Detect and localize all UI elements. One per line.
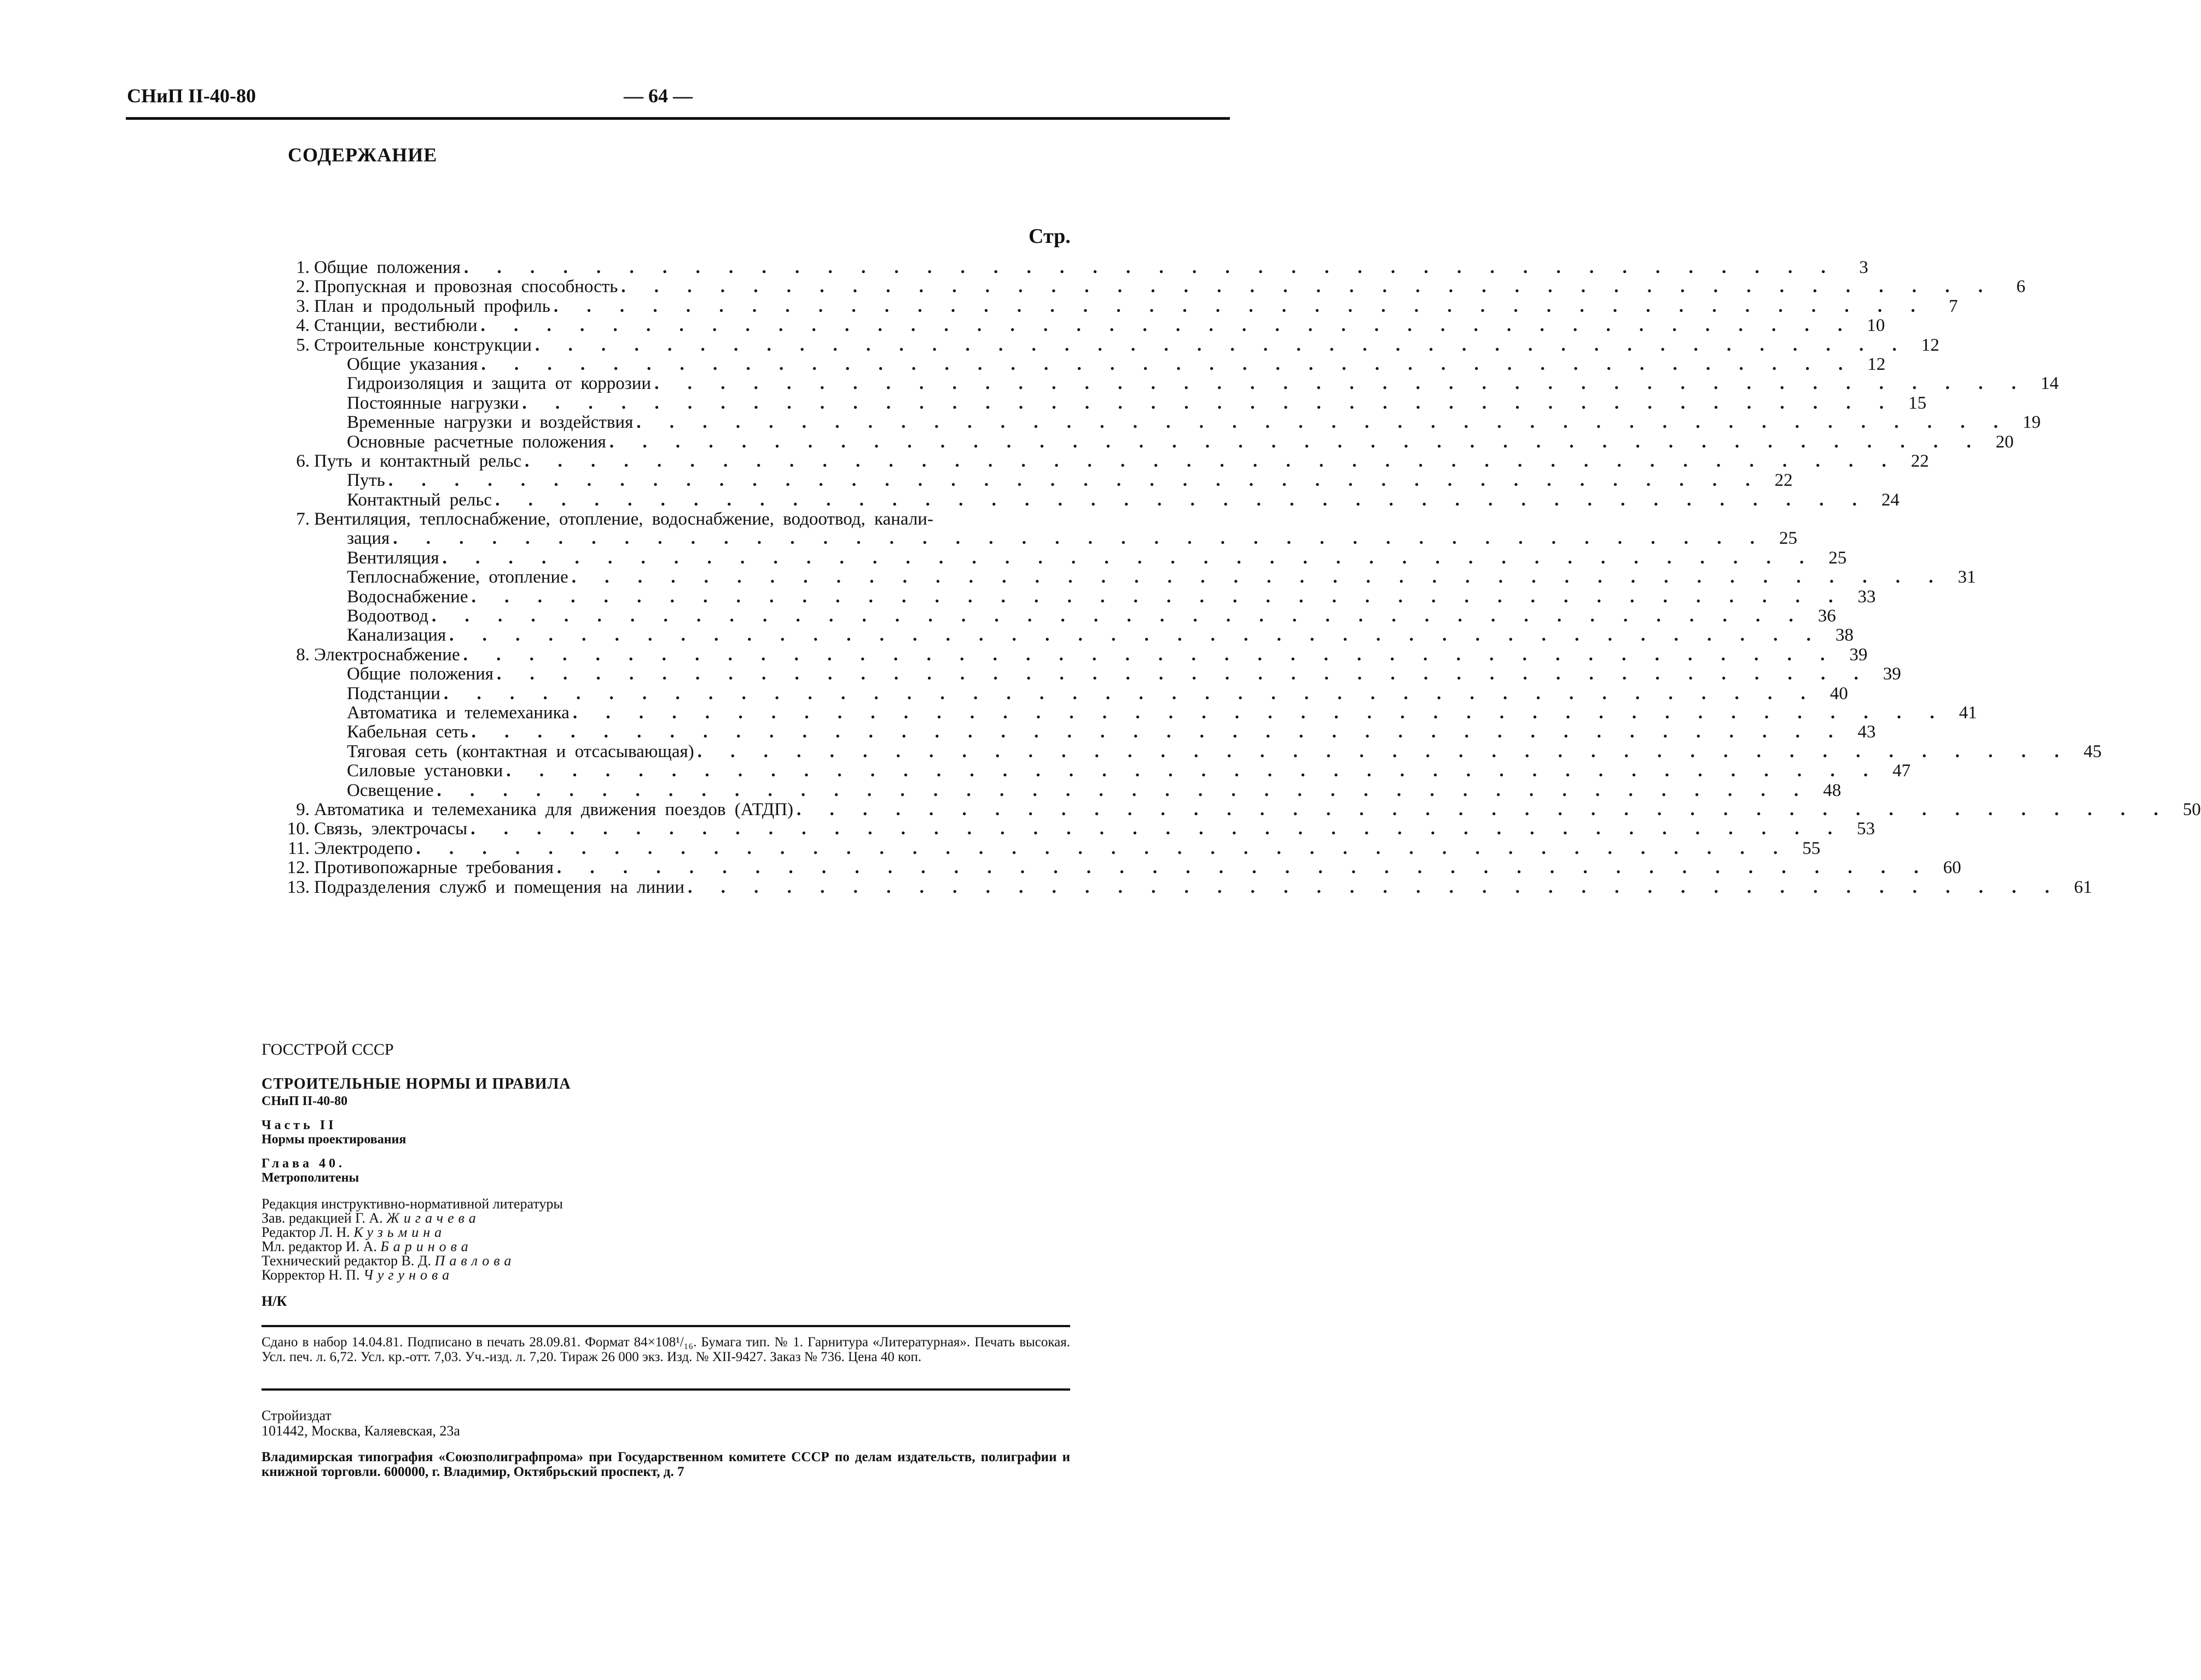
toc-entry <box>279 741 2102 761</box>
toc-entry-number: 8. <box>296 644 310 665</box>
toc-entry <box>279 664 1901 684</box>
toc-entry-number: 7. <box>296 509 310 530</box>
toc-entry-page: 36 <box>1817 606 1836 626</box>
toc-dot-leader: . . . . . . . . . . . . . . . . . . . . . . . . . . . . . . . . . . . . . . . . . . <box>621 277 1995 297</box>
toc-entry <box>279 432 2014 452</box>
toc-entry-page: 55 <box>1802 838 1821 858</box>
part-name: Нормы проектирования <box>262 1132 406 1147</box>
toc-entry <box>279 877 2092 897</box>
toc-entry <box>279 586 1876 607</box>
toc-entry <box>279 606 1836 626</box>
toc-dot-leader: . . . . . . . . . . . . . . . . . . . . . . . . . . . . . . . . . . . . . . . . . . <box>463 258 1838 277</box>
toc-dot-leader: . . . . . . . . . . . . . . . . . . . . . . . . . . . . . . . . . . . . . . . . . . <box>416 838 1790 858</box>
toc-entry <box>279 316 1885 336</box>
toc-entry-page: 12 <box>1921 335 1939 355</box>
toc-entry-page: 19 <box>2023 412 2041 433</box>
toc-entry-title: Общие положения <box>347 664 493 684</box>
toc-entry <box>279 374 2059 394</box>
chapter-label: Глава 40. <box>262 1156 345 1171</box>
toc-entry <box>279 644 1868 665</box>
staff-line: Зав. редакцией Г. А. Жигачева <box>262 1210 480 1226</box>
toc-entry <box>279 451 1929 471</box>
toc-entry-page: 6 <box>2016 277 2026 297</box>
toc-entry-title: зация <box>347 528 390 549</box>
toc-dot-leader: . . . . . . . . . . . . . . . . . . . . . . . . . . . . . . . . . . . . . . . . . . <box>654 374 2028 394</box>
chapter-name: Метрополитены <box>262 1171 359 1185</box>
toc-dot-leader: . . . . . . . . . . . . . . . . . . . . . . . . . . . . . . . . . . . . . . . . . . <box>471 586 1845 607</box>
toc-entry-title: Пропускная и провозная способность <box>314 277 618 297</box>
toc-dot-leader: . . . . . . . . . . . . . . . . . . . . . . . . . . . . . . . . . . . . . . . . . . <box>506 761 1880 781</box>
table-of-contents <box>279 258 2201 897</box>
toc-entry-page: 33 <box>1857 586 1876 607</box>
document-code: СНиП II-40-80 <box>127 85 256 107</box>
toc-dot-leader: . . . . . . . . . . . . . . . . . . . . . . . . . . . . . . . . . . . . . . . . . . <box>636 412 2011 433</box>
toc-entry-page: 24 <box>1881 490 1900 510</box>
toc-entry <box>279 470 1793 491</box>
toc-entry-title: Освещение <box>347 780 434 800</box>
toc-entry-page: 45 <box>2083 741 2102 761</box>
toc-entry-number: 13. <box>287 877 310 897</box>
toc-entry <box>279 799 2201 819</box>
norms-title: СТРОИТЕЛЬНЫЕ НОРМЫ И ПРАВИЛА <box>262 1076 571 1092</box>
toc-dot-leader: . . . . . . . . . . . . . . . . . . . . . . . . . . . . . . . . . . . . . . . . . . <box>437 780 1811 800</box>
toc-entry <box>279 567 1976 588</box>
toc-dot-leader: . . . . . . . . . . . . . . . . . . . . . . . . . . . . . . . . . . . . . . . . . . <box>449 625 1823 646</box>
toc-dot-leader: . . . . . . . . . . . . . . . . . . . . . . . . . . . . . . . . . . . . . . . . . . <box>522 393 1896 413</box>
toc-entry <box>279 819 1875 839</box>
toc-entry-page: 47 <box>1892 761 1911 781</box>
toc-entry <box>279 858 1961 878</box>
toc-entry-page: 53 <box>1856 819 1875 839</box>
toc-dot-leader: . . . . . . . . . . . . . . . . . . . . . . . . . . . . . . . . . . . . . . . . . . <box>481 354 1855 374</box>
toc-entry-title: Постоянные нагрузки <box>347 393 519 413</box>
toc-dot-leader: . . . . . . . . . . . . . . . . . . . . . . . . . . . . . . . . . . . . . . . . . . <box>496 664 1871 684</box>
toc-entry <box>279 277 2026 297</box>
toc-dot-leader: . . . . . . . . . . . . . . . . . . . . . . . . . . . . . . . . . . . . . . . . . . <box>388 470 1762 491</box>
toc-entry-number: 2. <box>296 277 310 297</box>
toc-entry-title: Подстанции <box>347 683 440 704</box>
toc-entry <box>279 258 1868 277</box>
toc-entry-title: Автоматика и телемеханика для движения поездов (АТДП) <box>314 799 794 819</box>
toc-entry-page: 50 <box>2182 799 2201 819</box>
header-rule <box>126 117 1230 120</box>
toc-entry-title: Подразделения служб и помещения на линии <box>314 877 685 897</box>
toc-entry <box>279 761 1911 781</box>
toc-entry-page: 61 <box>2074 877 2092 897</box>
printer-info: Владимирская типография «Союзполиграфпрома» при Государственном комитете СССР по делам издательств, полиграфии и книжной торговли. 600000, г. Владимир, Октябрьский проспект, д. 7 <box>262 1450 1070 1479</box>
toc-entry-title: Водоотвод <box>347 606 429 626</box>
toc-entry-title: Электродепо <box>314 838 413 858</box>
toc-entry-page: 38 <box>1835 625 1854 646</box>
toc-entry-number: 5. <box>296 335 310 355</box>
toc-dot-leader: . . . . . . . . . . . . . . . . . . . . . . . . . . . . . . . . . . . . . . . . . . <box>463 644 1837 665</box>
toc-title: СОДЕРЖАНИЕ <box>288 144 438 166</box>
toc-dot-leader: . . . . . . . . . . . . . . . . . . . . . . . . . . . . . . . . . . . . . . . . . . <box>697 741 2071 761</box>
toc-entry-page: 31 <box>1958 567 1976 588</box>
toc-entry-page: 39 <box>1849 644 1868 665</box>
page-number: — 64 — <box>624 85 693 107</box>
toc-entry-page: 41 <box>1959 702 1977 723</box>
toc-entry-title: Автоматика и телемеханика <box>347 702 570 723</box>
toc-entry-title: Общие указания <box>347 354 478 374</box>
toc-entry-title: Тяговая сеть (контактная и отсасывающая) <box>347 741 694 761</box>
toc-dot-leader: . . . . . . . . . . . . . . . . . . . . . . . . . . . . . . . . . . . . . . . . . . <box>471 722 1845 742</box>
toc-entry <box>279 722 1876 742</box>
imprint-rule-top <box>262 1325 1070 1327</box>
toc-entry <box>279 625 1854 646</box>
toc-entry-title: Связь, электрочасы <box>314 819 468 839</box>
toc-entry-page: 39 <box>1883 664 1901 684</box>
toc-entry-title: Канализация <box>347 625 446 646</box>
toc-entry-title: Временные нагрузки и воздействия <box>347 412 634 433</box>
toc-entry-page: 10 <box>1867 316 1885 336</box>
toc-dot-leader: . . . . . . . . . . . . . . . . . . . . . . . . . . . . . . . . . . . . . . . . . . <box>571 567 1946 588</box>
toc-entry-number: 4. <box>296 316 310 336</box>
toc-entry <box>279 510 1078 529</box>
toc-entry-title: Гидроизоляция и защита от коррозии <box>347 374 652 394</box>
publisher <box>262 1408 460 1439</box>
toc-entry-title: Общие положения <box>314 258 461 277</box>
toc-entry-title: Контактный рельс <box>347 490 492 510</box>
part-label: Часть II <box>262 1118 337 1132</box>
toc-entry-title: Путь и контактный рельс <box>314 451 522 471</box>
toc-entry <box>279 490 1900 510</box>
staff-line: Редактор Л. Н. Кузьмина <box>262 1224 446 1240</box>
staff-line: Мл. редактор И. А. Баринова <box>262 1239 473 1254</box>
toc-entry-title: Вентиляция, теплоснабжение, отопление, водоснабжение, водоотвод, канали- <box>314 509 933 530</box>
toc-entry-page: 25 <box>1779 528 1797 549</box>
toc-dot-leader: . . . . . . . . . . . . . . . . . . . . . . . . . . . . . . . . . . . . . . . . . . <box>535 335 1909 355</box>
toc-dot-leader: . . . . . . . . . . . . . . . . . . . . . . . . . . . . . . . . . . . . . . . . . . <box>797 799 2170 819</box>
toc-entry-page: 14 <box>2040 374 2059 394</box>
toc-entry-number: 10. <box>287 819 310 839</box>
toc-entry <box>279 335 1939 355</box>
toc-entry-title: Путь <box>347 470 385 491</box>
toc-entry-page: 60 <box>1943 858 1961 878</box>
toc-dot-leader: . . . . . . . . . . . . . . . . . . . . . . . . . . . . . . . . . . . . . . . . . . <box>525 451 1898 471</box>
toc-dot-leader: . . . . . . . . . . . . . . . . . . . . . . . . . . . . . . . . . . . . . . . . . . <box>609 432 1983 452</box>
toc-entry-title: План и продольный профиль <box>314 296 550 316</box>
toc-dot-leader: . . . . . . . . . . . . . . . . . . . . . . . . . . . . . . . . . . . . . . . . . . <box>443 683 1817 704</box>
toc-dot-leader: . . . . . . . . . . . . . . . . . . . . . . . . . . . . . . . . . . . . . . . . . . <box>480 316 1855 336</box>
toc-dot-leader: . . . . . . . . . . . . . . . . . . . . . . . . . . . . . . . . . . . . . . . . . . <box>442 548 1816 568</box>
toc-entry-number: 6. <box>296 451 310 471</box>
toc-dot-leader: . . . . . . . . . . . . . . . . . . . . . . . . . . . . . . . . . . . . . . . . . . <box>432 606 1805 626</box>
toc-entry-title: Электроснабжение <box>314 644 460 665</box>
staff-line: Технический редактор В. Д. Павлова <box>262 1253 516 1269</box>
imprint-rule-bottom <box>262 1388 1070 1391</box>
toc-entry-title: Противопожарные требования <box>314 858 554 878</box>
toc-entry-title: Кабельная сеть <box>347 722 468 742</box>
publisher-name: Стройиздат <box>262 1408 332 1423</box>
publisher-address: 101442, Москва, Каляевская, 23а <box>262 1423 460 1439</box>
page-column-label: Стр. <box>1029 225 1071 248</box>
toc-entry-title: Станции, вестибюли <box>314 316 478 336</box>
toc-entry-number: 11. <box>287 838 310 858</box>
toc-entry-title: Вентиляция <box>347 548 439 568</box>
staff-line: Редакция инструктивно-нормативной литературы <box>262 1196 563 1212</box>
nk-mark: Н/К <box>262 1293 287 1309</box>
toc-entry <box>279 412 2041 433</box>
toc-dot-leader: . . . . . . . . . . . . . . . . . . . . . . . . . . . . . . . . . . . . . . . . . . <box>553 296 1927 316</box>
toc-entry <box>279 548 1847 568</box>
toc-entry-page: 48 <box>1823 780 1842 800</box>
norms-code: СНиП II-40-80 <box>262 1094 348 1108</box>
toc-dot-leader: . . . . . . . . . . . . . . . . . . . . . . . . . . . . . . . . . . . . . . . . . . <box>393 528 1767 549</box>
toc-dot-leader: . . . . . . . . . . . . . . . . . . . . . . . . . . . . . . . . . . . . . . . . . . <box>688 877 2061 897</box>
toc-entry-title: Силовые установки <box>347 761 503 781</box>
toc-entry-number: 1. <box>296 258 310 277</box>
toc-dot-leader: . . . . . . . . . . . . . . . . . . . . . . . . . . . . . . . . . . . . . . . . . . <box>556 858 1931 878</box>
toc-entry-number: 12. <box>287 858 310 878</box>
toc-entry-title: Строительные конструкции <box>314 335 532 355</box>
toc-entry-title: Основные расчетные положения <box>347 432 606 452</box>
publication-data: Сдано в набор 14.04.81. Подписано в печать 28.09.81. Формат 84×108¹/₁₆. Бумага тип. № 1. Гарнитура «Литературная». Печать высокая. Усл. печ. л. 6,72. Усл. кр.-отт. 7,03. Уч.-изд. л. 7,20. Тираж 26 000 экз. Изд. № XII-9427. Заказ № 736. Цена 40 коп. <box>262 1335 1070 1364</box>
toc-entry-page: 22 <box>1910 451 1929 471</box>
toc-entry <box>279 296 1958 316</box>
toc-dot-leader: . . . . . . . . . . . . . . . . . . . . . . . . . . . . . . . . . . . . . . . . . . <box>495 490 1869 510</box>
toc-entry <box>279 354 1886 374</box>
toc-entry <box>279 683 1848 704</box>
toc-entry-title: Теплоснабжение, отопление <box>347 567 568 588</box>
toc-entry-number: 9. <box>296 799 310 819</box>
toc-entry <box>279 838 1821 858</box>
toc-entry-page: 15 <box>1908 393 1927 413</box>
toc-entry-number: 3. <box>296 296 310 316</box>
toc-entry-page: 43 <box>1857 722 1876 742</box>
toc-entry-page: 22 <box>1774 470 1793 491</box>
toc-entry-page: 12 <box>1867 354 1886 374</box>
toc-entry-title: Водоснабжение <box>347 586 468 607</box>
toc-entry-page: 20 <box>1995 432 2014 452</box>
toc-entry <box>279 702 1977 723</box>
agency-name: ГОССТРОЙ СССР <box>262 1040 394 1059</box>
toc-dot-leader: . . . . . . . . . . . . . . . . . . . . . . . . . . . . . . . . . . . . . . . . . . <box>471 819 1844 839</box>
toc-entry-page: 7 <box>1949 296 1958 316</box>
toc-entry <box>279 528 1797 549</box>
staff-line: Корректор Н. П. Чугунова <box>262 1267 454 1283</box>
toc-dot-leader: . . . . . . . . . . . . . . . . . . . . . . . . . . . . . . . . . . . . . . . . . . <box>572 702 1947 723</box>
toc-entry <box>279 780 1842 800</box>
toc-entry <box>279 393 1927 413</box>
toc-entry-page: 3 <box>1859 258 1868 277</box>
editorial-staff <box>262 1197 563 1282</box>
toc-entry-page: 25 <box>1828 548 1847 568</box>
toc-entry-page: 40 <box>1830 683 1848 704</box>
